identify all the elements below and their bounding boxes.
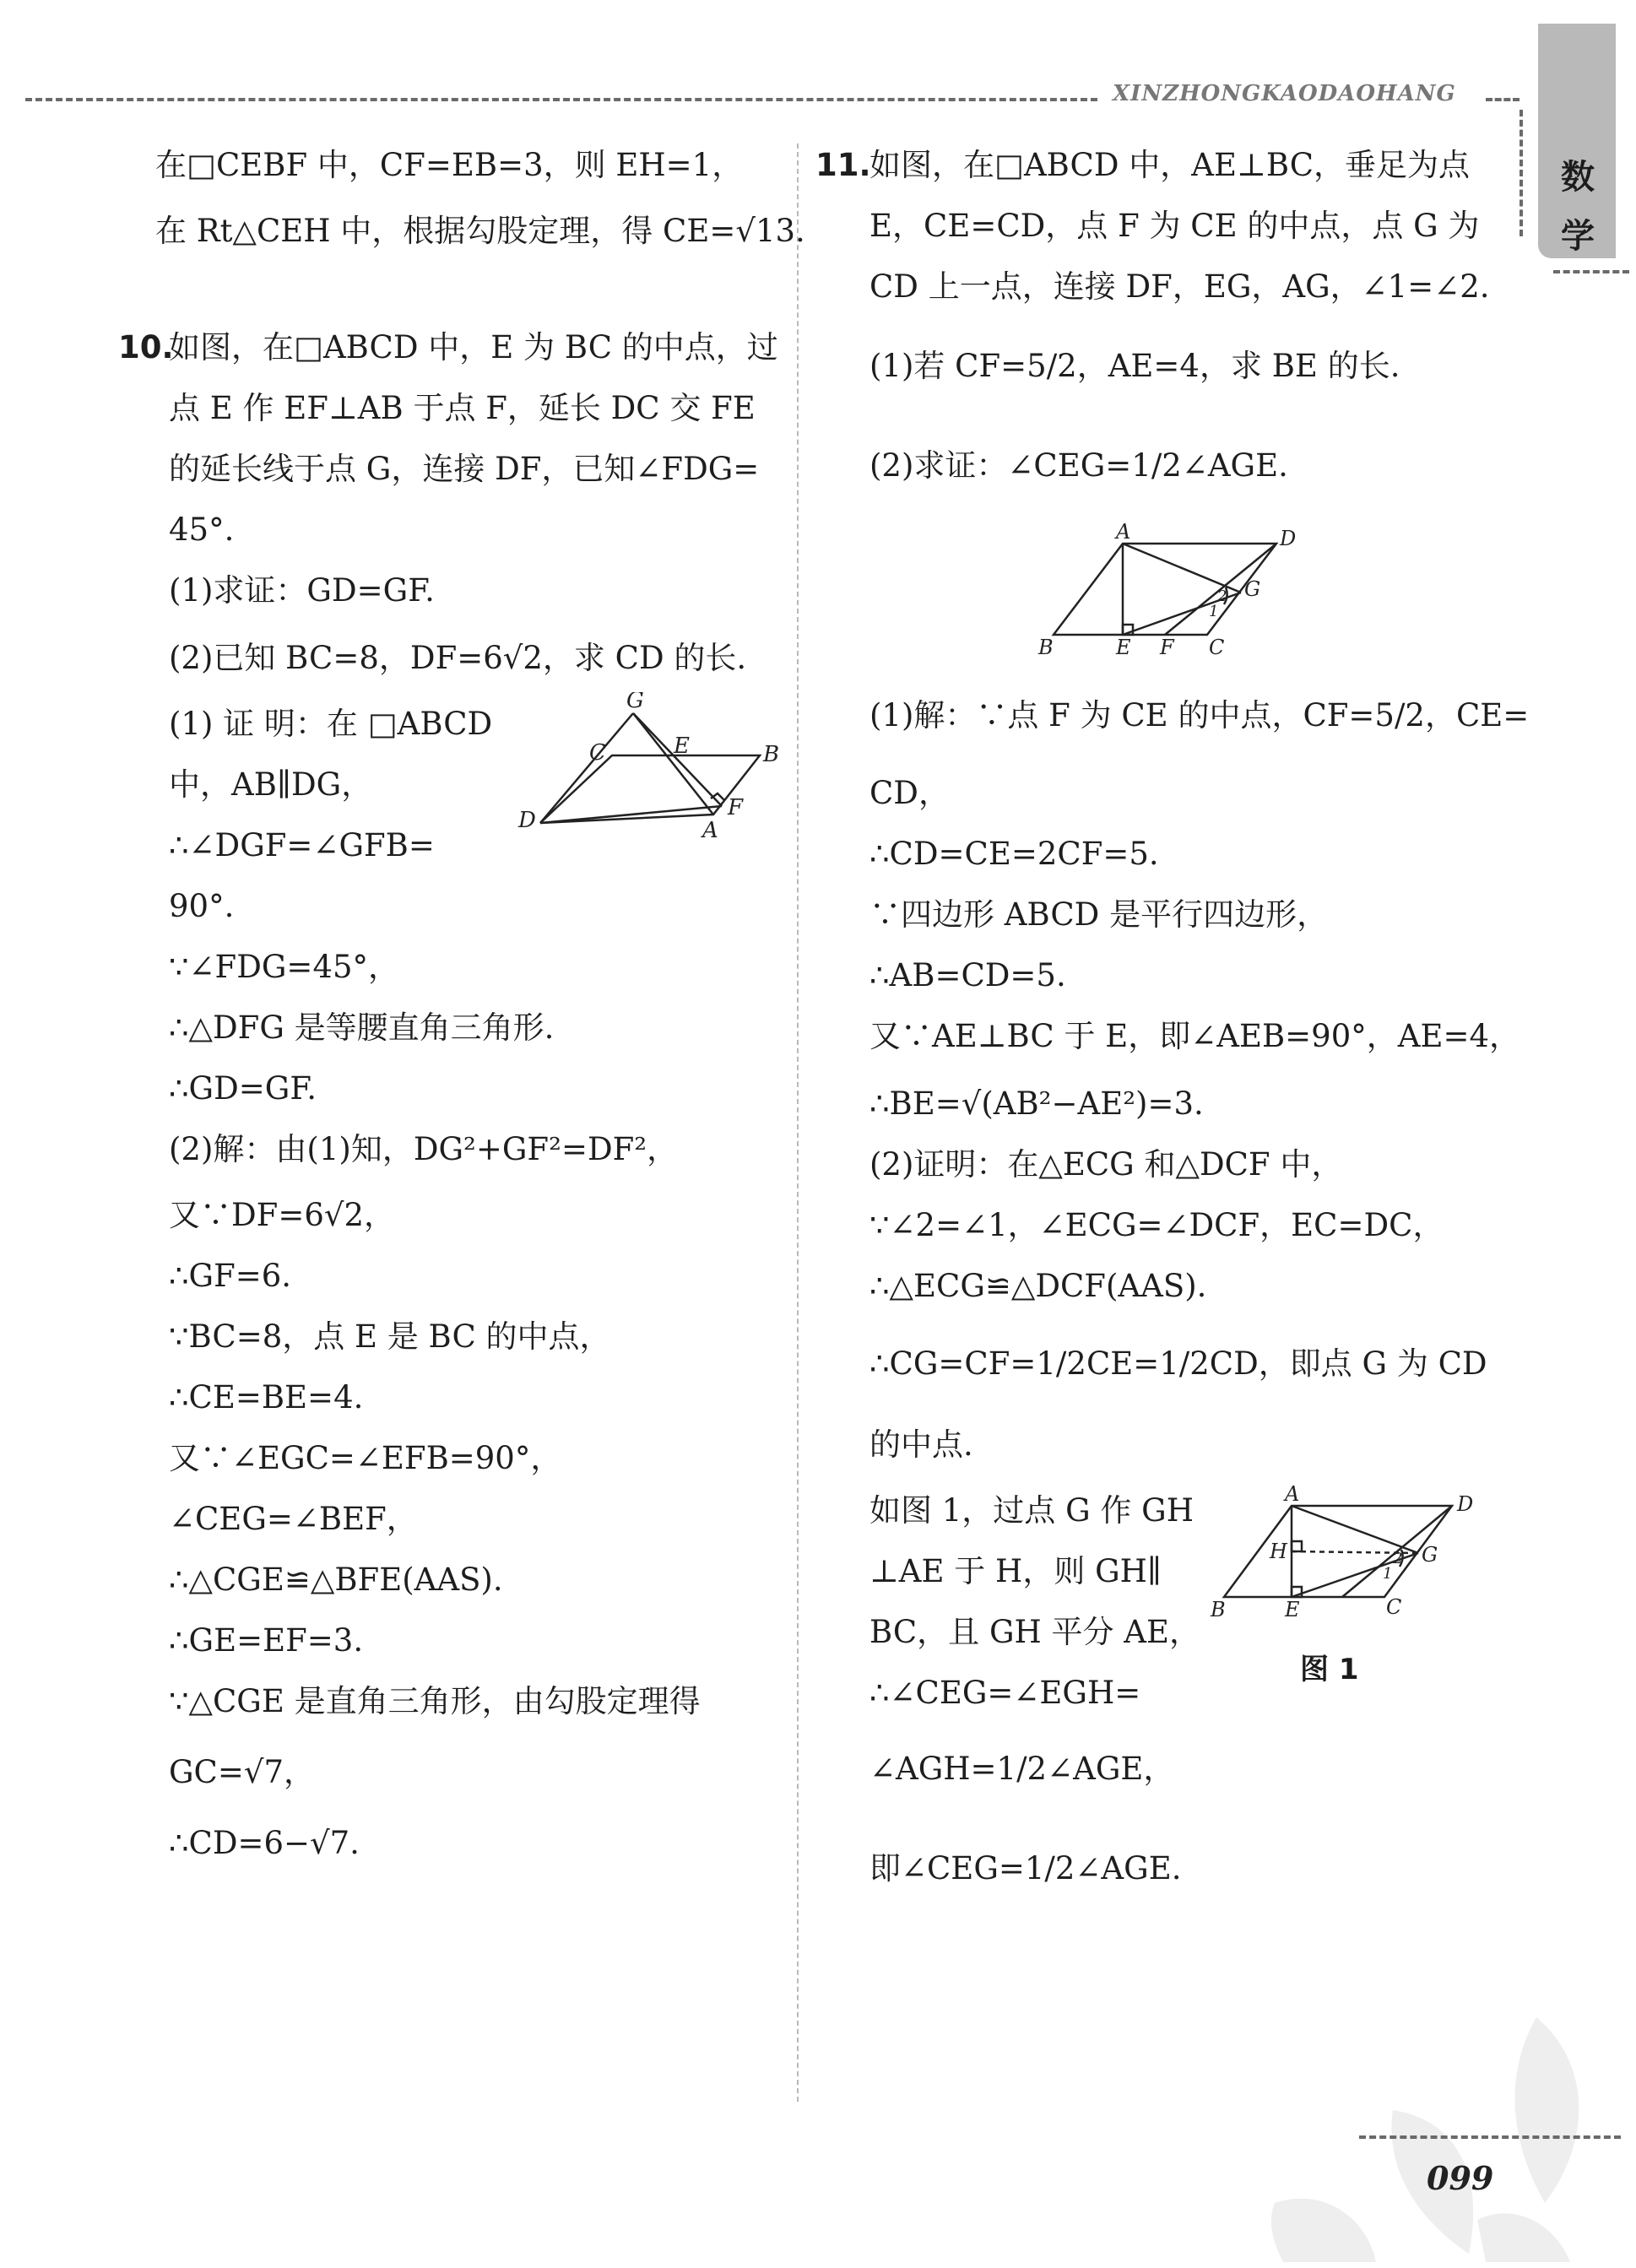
solution-line: (1) 证 明：在 □ABCD bbox=[169, 706, 493, 742]
solution-line: 即∠CEG=1/2∠AGE. bbox=[869, 1850, 1182, 1886]
solution-line: ∴∠CEG=∠EGH= bbox=[869, 1675, 1141, 1711]
fig10-label-b: B bbox=[763, 742, 780, 767]
solution-line: ∴CG=CF=1/2CE=1/2CD，即点 G 为 CD bbox=[869, 1345, 1487, 1382]
fig10-label-f: F bbox=[728, 795, 744, 820]
fig10-label-g: G bbox=[626, 692, 644, 713]
solution-line: 又∵∠EGC=∠EFB=90°， bbox=[169, 1440, 562, 1476]
tab-dashed-rule-vertical bbox=[1520, 110, 1523, 236]
fig1-label-h: H bbox=[1270, 1540, 1287, 1563]
fig11-label-2: 2 bbox=[1217, 587, 1227, 605]
solution-line: 的中点. bbox=[869, 1426, 973, 1463]
solution-line: CD， bbox=[869, 775, 950, 811]
problem-text: CD 上一点，连接 DF，EG，AG，∠1=∠2. bbox=[869, 268, 1490, 305]
solution-line: ∴GE=EF=3. bbox=[169, 1622, 364, 1659]
solution-line: ∴GD=GF. bbox=[169, 1070, 317, 1107]
fig1-label-d: D bbox=[1457, 1492, 1474, 1516]
question-part: (2)求证：∠CEG=1/2∠AGE. bbox=[869, 447, 1288, 484]
solution-line: 90°. bbox=[169, 888, 235, 924]
solution-line: BC，且 GH 平分 AE， bbox=[869, 1614, 1201, 1650]
fig10-label-e: E bbox=[674, 733, 690, 759]
solution-line: ∵∠2=∠1，∠ECG=∠DCF，EC=DC， bbox=[869, 1207, 1444, 1243]
problem-text: 如图，在□ABCD 中，AE⊥BC，垂足为点 bbox=[869, 147, 1471, 183]
solution-line: 又∵AE⊥BC 于 E，即∠AEB=90°，AE=4， bbox=[869, 1018, 1521, 1054]
fig11-label-a: A bbox=[1116, 523, 1131, 544]
problem-number: 11. bbox=[815, 147, 871, 183]
problem-number: 10. bbox=[118, 329, 174, 365]
fig1-label-g: G bbox=[1422, 1543, 1438, 1567]
solution-line: 中，AB∥DG， bbox=[169, 766, 373, 803]
problem-text: 如图，在□ABCD 中，E 为 BC 的中点，过 bbox=[169, 329, 778, 365]
solution-line: ∴△ECG≌△DCF(AAS). bbox=[869, 1268, 1207, 1304]
solution-line: (2)证明：在△ECG 和△DCF 中， bbox=[869, 1146, 1343, 1183]
solution-line: 如图 1，过点 G 作 GH bbox=[869, 1492, 1194, 1529]
fig1-label-b: B bbox=[1211, 1598, 1226, 1621]
solution-line: ∴CD=CE=2CF=5. bbox=[869, 836, 1159, 872]
problem-text: E，CE=CD，点 F 为 CE 的中点，点 G 为 bbox=[869, 208, 1480, 244]
solution-line: ∴BE=√(AB²−AE²)=3. bbox=[869, 1085, 1204, 1122]
subject-tab bbox=[1538, 24, 1616, 258]
text-line: 在□CEBF 中，CF=EB=3，则 EH=1， bbox=[155, 147, 744, 183]
fig11-label-e: E bbox=[1116, 636, 1131, 658]
solution-line: ∴△DFG 是等腰直角三角形. bbox=[169, 1010, 555, 1046]
solution-line: ∵BC=8，点 E 是 BC 的中点， bbox=[169, 1318, 611, 1355]
solution-line: ∴∠DGF=∠GFB= bbox=[169, 827, 435, 863]
problem-10-figure bbox=[515, 692, 785, 844]
question-part: (2)已知 BC=8，DF=6√2，求 CD 的长. bbox=[169, 640, 747, 676]
solution-line: ∵△CGE 是直角三角形，由勾股定理得 bbox=[169, 1683, 701, 1719]
text-line: 在 Rt△CEH 中，根据勾股定理，得 CE=√13. bbox=[155, 213, 805, 249]
fig10-label-c: C bbox=[589, 740, 606, 766]
problem-text: 45°. bbox=[169, 512, 235, 548]
solution-line: 又∵DF=6√2， bbox=[169, 1197, 395, 1233]
solution-line: ∠CEG=∠BEF， bbox=[169, 1501, 418, 1537]
solution-line: ∴GF=6. bbox=[169, 1258, 292, 1294]
subject-char-1: 数 bbox=[1561, 158, 1595, 197]
solution-line: ∴CD=6−√7. bbox=[169, 1825, 360, 1861]
fig11-label-c: C bbox=[1209, 636, 1225, 658]
figure-1-caption: 图 1 bbox=[1300, 1653, 1359, 1686]
fig11-label-f: F bbox=[1160, 636, 1174, 658]
fig1-label-1: 1 bbox=[1383, 1565, 1393, 1583]
solution-line: ∴AB=CD=5. bbox=[869, 957, 1066, 993]
solution-line: (1)解：∵点 F 为 CE 的中点，CF=5/2，CE= bbox=[869, 697, 1530, 733]
solution-line: ⊥AE 于 H，则 GH∥ bbox=[869, 1553, 1162, 1589]
fig11-label-g: G bbox=[1244, 577, 1261, 601]
fig11-label-b: B bbox=[1038, 636, 1054, 658]
fig11-label-d: D bbox=[1280, 527, 1297, 550]
page-number: 099 bbox=[1427, 2159, 1494, 2197]
solution-line: ∴CE=BE=4. bbox=[169, 1379, 364, 1415]
fig10-label-a: A bbox=[702, 818, 718, 843]
header-dashed-rule-right bbox=[1486, 98, 1520, 101]
fig11-label-1: 1 bbox=[1209, 603, 1219, 620]
fig1-label-e: E bbox=[1285, 1598, 1300, 1621]
footer-dashed-rule bbox=[1359, 2135, 1621, 2139]
subject-char-2: 学 bbox=[1561, 217, 1595, 256]
fig10-label-d: D bbox=[518, 808, 536, 833]
fig1-label-a: A bbox=[1285, 1486, 1300, 1506]
figure-1 bbox=[1207, 1486, 1494, 1621]
solution-line: ∵四边形 ABCD 是平行四边形， bbox=[869, 896, 1329, 933]
solution-line: (2)解：由(1)知，DG²+GF²=DF²， bbox=[169, 1131, 679, 1167]
tab-dashed-rule-horizontal bbox=[1553, 270, 1629, 273]
solution-line: ∴△CGE≌△BFE(AAS). bbox=[169, 1562, 503, 1598]
problem-text: 点 E 作 EF⊥AB 于点 F，延长 DC 交 FE bbox=[169, 390, 756, 426]
fig1-label-c: C bbox=[1386, 1595, 1402, 1619]
problem-text: 的延长线于点 G，连接 DF，已知∠FDG= bbox=[169, 451, 760, 487]
fig1-label-2: 2 bbox=[1393, 1550, 1403, 1567]
problem-11-figure bbox=[1030, 523, 1308, 658]
solution-line: GC=√7， bbox=[169, 1754, 315, 1790]
solution-line: ∠AGH=1/2∠AGE， bbox=[869, 1751, 1175, 1787]
column-divider bbox=[797, 143, 799, 2102]
question-part: (1)若 CF=5/2，AE=4，求 BE 的长. bbox=[869, 348, 1400, 384]
header-title: XINZHONGKAODAOHANG bbox=[1113, 81, 1456, 106]
solution-line: ∵∠FDG=45°， bbox=[169, 949, 400, 985]
question-part: (1)求证：GD=GF. bbox=[169, 572, 435, 609]
header-dashed-rule bbox=[25, 98, 1097, 101]
